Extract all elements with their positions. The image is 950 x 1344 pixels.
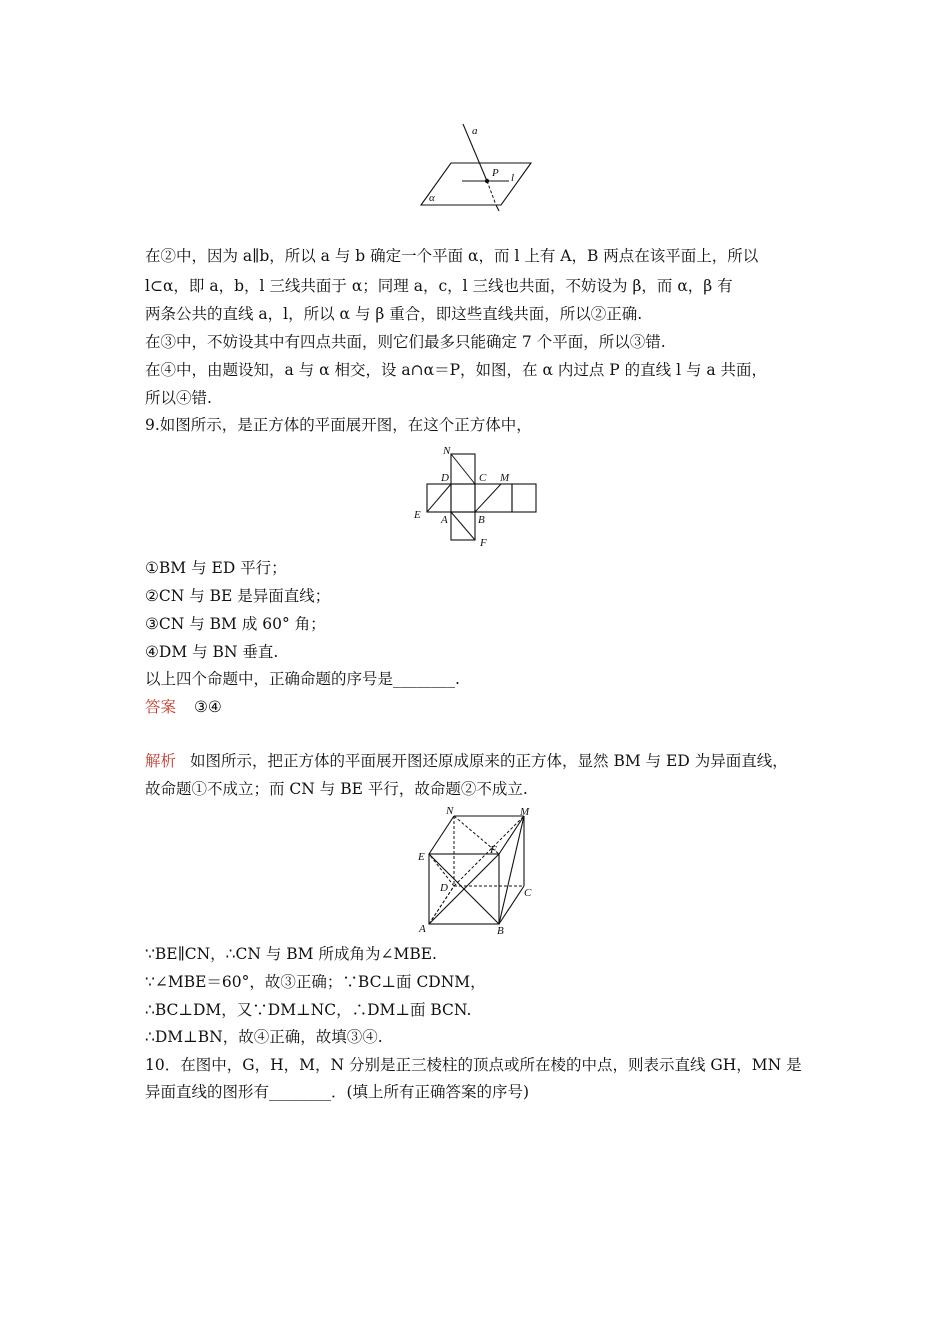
label-B: B	[478, 514, 485, 526]
paragraph-line: 在③中，不妨设其中有四点共面，则它们最多只能确定 7 个平面，所以③错.	[145, 333, 666, 351]
paragraph-line: 在②中，因为 a∥b，所以 a 与 b 确定一个平面 α，而 l 上有 A，B 两点在该平面上，所以	[145, 247, 759, 265]
plane-alpha	[421, 163, 531, 205]
question-9: 9.如图所示，是正方体的平面展开图，在这个正方体中，	[145, 416, 532, 434]
point-P	[485, 179, 489, 183]
analysis-label: 解析	[145, 752, 177, 770]
diag-left	[427, 484, 451, 512]
edge-FM	[499, 816, 524, 854]
answer-value: ③④	[194, 698, 222, 716]
paragraph-line: 两条公共的直线 a，l，所以 α 与 β 重合，即这些直线共面，所以②正确.	[145, 305, 643, 323]
label-E: E	[414, 509, 421, 521]
line-a-tail	[496, 205, 499, 211]
proof-line: ∴DM⊥BN，故④正确，故填③④.	[145, 1028, 383, 1046]
diag-right	[475, 484, 501, 512]
label-B: B	[497, 925, 504, 937]
label-M: M	[500, 472, 510, 484]
paragraph-line: l⊂α，即 a，b，l 三线共面于 α；同理 a，c，l 三线也共面，不妨设为 β，而 α，β 有	[145, 277, 733, 295]
line-BM	[499, 816, 524, 924]
label-alpha: α	[429, 192, 435, 204]
line-DM-hidden	[454, 816, 524, 886]
label-D: D	[440, 882, 448, 894]
label-P: P	[492, 167, 499, 179]
label-C: C	[524, 887, 532, 899]
paragraph-line: 在④中，由题设知，a 与 α 相交，设 a∩α＝P，如图，在 α 内过点 P 的直线 l 与 a 共面，	[145, 361, 768, 379]
question-10-line: 异面直线的图形有________．(填上所有正确答案的序号)	[145, 1083, 530, 1101]
figure-cube	[413, 804, 541, 940]
paragraph-line: 所以④错.	[145, 389, 212, 407]
figure-cube-net	[410, 444, 542, 550]
answer-line	[145, 697, 222, 717]
label-E: E	[418, 851, 425, 863]
question-9-ask: 以上四个命题中，正确命题的序号是________.	[145, 670, 460, 688]
line-a-lower-dashed	[487, 181, 496, 205]
analysis-text-2: 故命题①不成立；而 CN 与 BE 平行，故命题②不成立.	[145, 780, 528, 798]
label-N: N	[443, 445, 451, 457]
label-D: D	[441, 472, 449, 484]
net-face-far-right	[512, 484, 536, 512]
option-4: ④DM 与 BN 垂直.	[145, 643, 279, 661]
edge-BC	[499, 886, 524, 924]
label-F: F	[490, 844, 497, 856]
label-a: a	[472, 125, 478, 137]
answer-label: 答案	[145, 698, 177, 716]
question-10-line: 10．在图中，G，H，M，N 分别是正三棱柱的顶点或所在棱的中点，则表示直线 GH，MN 是	[145, 1056, 802, 1074]
net-face-center	[451, 484, 475, 512]
option-2: ②CN 与 BE 是异面直线；	[145, 587, 331, 605]
option-3: ③CN 与 BM 成 60° 角；	[145, 615, 326, 633]
label-l: l	[511, 172, 515, 184]
label-M: M	[520, 806, 530, 818]
proof-line: ∵BE∥CN，∴CN 与 BM 所成角为∠MBE.	[145, 945, 437, 963]
option-1: ①BM 与 ED 平行；	[145, 559, 287, 577]
figure-plane-line	[415, 118, 540, 214]
net-face-right	[475, 484, 512, 512]
label-A: A	[441, 514, 448, 526]
proof-line: ∵∠MBE＝60°，故③正确；∵BC⊥面 CDNM，	[145, 973, 486, 991]
label-F: F	[480, 537, 487, 549]
edge-EN	[429, 816, 454, 854]
analysis-text-1: 如图所示，把正方体的平面展开图还原成原来的正方体，显然 BM 与 ED 为异面直线，	[190, 752, 788, 770]
label-N: N	[446, 805, 454, 817]
analysis-line	[145, 751, 788, 771]
diag-top	[451, 454, 475, 484]
diag-bottom	[451, 512, 475, 540]
label-A: A	[419, 923, 426, 935]
label-C: C	[479, 472, 487, 484]
proof-line: ∴BC⊥DM，又∵DM⊥NC，∴DM⊥面 BCN.	[145, 1001, 472, 1019]
